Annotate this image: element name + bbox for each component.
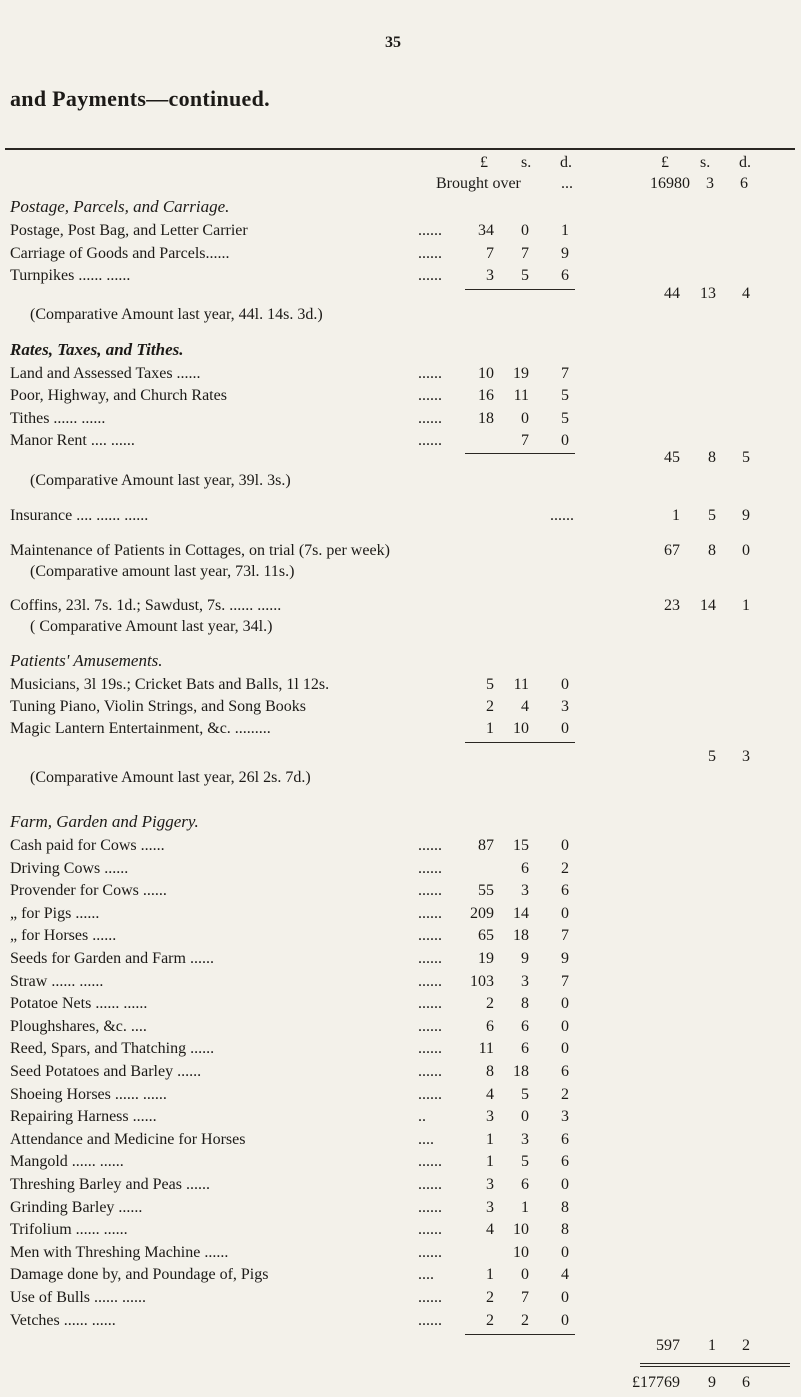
farm-item-shillings: 0 [521, 1266, 529, 1283]
rates-item-dots: ...... [418, 410, 442, 427]
maintenance-total-pence: 0 [742, 542, 750, 559]
postage-item-label: Carriage of Goods and Parcels...... [10, 245, 230, 262]
farm-item-shillings: 7 [521, 1289, 529, 1306]
farm-item-label: Shoeing Horses ...... ...... [10, 1086, 167, 1103]
farm-item-pounds: 2 [486, 995, 494, 1012]
farm-item-label: Grinding Barley ...... [10, 1199, 143, 1216]
farm-item-label: „ for Horses ...... [10, 927, 117, 944]
farm-item-label: Potatoe Nets ...... ...... [10, 995, 148, 1012]
rates-item-pounds: 10 [478, 365, 494, 382]
farm-item-pence: 6 [561, 1153, 569, 1170]
farm-item-dots: ...... [418, 995, 442, 1012]
farm-item-label: Ploughshares, &c. .... [10, 1018, 147, 1035]
postage-total-pence: 4 [742, 285, 750, 302]
farm-item-label: Trifolium ...... ...... [10, 1221, 128, 1238]
farm-item-dots: ...... [418, 1153, 442, 1170]
farm-item-shillings: 14 [513, 905, 529, 922]
rates-item-label: Manor Rent .... ...... [10, 432, 135, 449]
farm-item-shillings: 6 [521, 1176, 529, 1193]
maintenance-label: Maintenance of Patients in Cottages, on trial (7s. per week) [10, 542, 390, 559]
amusements-item-pounds: 2 [486, 698, 494, 715]
grand-total-pence: 6 [742, 1374, 750, 1391]
insurance-label: Insurance .... ...... ...... [10, 507, 149, 524]
farm-sum-rule [465, 1334, 575, 1335]
farm-item-shillings: 3 [521, 882, 529, 899]
farm-item-shillings: 1 [521, 1199, 529, 1216]
farm-item-dots: ...... [418, 1199, 442, 1216]
grand-total-rule [640, 1363, 790, 1364]
farm-item-pounds: 103 [470, 973, 494, 990]
postage-item-pounds: 7 [486, 245, 494, 262]
farm-item-pence: 0 [561, 905, 569, 922]
maintenance-total-pounds: 67 [664, 542, 680, 559]
coffins-total-pounds: 23 [664, 597, 680, 614]
farm-item-label: Men with Threshing Machine ...... [10, 1244, 229, 1261]
farm-item-dots: ...... [418, 1221, 442, 1238]
farm-item-pounds: 8 [486, 1063, 494, 1080]
farm-item-pounds: 3 [486, 1199, 494, 1216]
farm-item-label: Straw ...... ...... [10, 973, 104, 990]
farm-item-shillings: 2 [521, 1312, 529, 1329]
rates-item-shillings: 0 [521, 410, 529, 427]
farm-item-shillings: 5 [521, 1086, 529, 1103]
farm-item-shillings: 3 [521, 973, 529, 990]
farm-item-dots: ...... [418, 1312, 442, 1329]
postage-comparative: (Comparative Amount last year, 44l. 14s. 3d.) [30, 306, 323, 323]
rates-section-title: Rates, Taxes, and Tithes. [10, 340, 184, 359]
farm-item-dots: ...... [418, 860, 442, 877]
postage-total-shillings: 13 [700, 285, 716, 302]
farm-item-pence: 9 [561, 950, 569, 967]
farm-item-shillings: 18 [513, 1063, 529, 1080]
farm-item-pence: 7 [561, 927, 569, 944]
farm-item-label: Use of Bulls ...... ...... [10, 1289, 146, 1306]
farm-item-dots: ...... [418, 1086, 442, 1103]
farm-item-label: Driving Cows ...... [10, 860, 129, 877]
right-col-pounds-header: £ [661, 154, 669, 171]
farm-item-shillings: 3 [521, 1131, 529, 1148]
farm-total-shillings: 1 [708, 1337, 716, 1354]
amusements-section-title: Patients' Amusements. [10, 651, 163, 670]
rates-total-pence: 5 [742, 449, 750, 466]
rates-item-pence: 5 [561, 410, 569, 427]
postage-sum-rule [465, 289, 575, 290]
rates-comparative: (Comparative Amount last year, 39l. 3s.) [30, 472, 291, 489]
insurance-total-shillings: 5 [708, 507, 716, 524]
postage-item-pence: 1 [561, 222, 569, 239]
postage-item-shillings: 7 [521, 245, 529, 262]
farm-item-pounds: 1 [486, 1131, 494, 1148]
farm-item-pounds: 19 [478, 950, 494, 967]
left-col-shillings-header: s. [521, 154, 532, 171]
farm-item-label: Provender for Cows ...... [10, 882, 167, 899]
amusements-sum-rule [465, 742, 575, 743]
farm-item-pounds: 2 [486, 1312, 494, 1329]
rates-item-shillings: 7 [521, 432, 529, 449]
farm-item-dots: .... [418, 1131, 434, 1148]
insurance-total-pence: 9 [742, 507, 750, 524]
farm-item-pence: 0 [561, 837, 569, 854]
farm-item-dots: .... [418, 1266, 434, 1283]
brought-over-pence: 6 [740, 175, 748, 192]
farm-item-pence: 6 [561, 882, 569, 899]
farm-item-shillings: 10 [513, 1221, 529, 1238]
farm-item-pence: 4 [561, 1266, 569, 1283]
farm-item-pounds: 65 [478, 927, 494, 944]
farm-item-shillings: 15 [513, 837, 529, 854]
farm-item-dots: ...... [418, 973, 442, 990]
farm-item-label: Cash paid for Cows ...... [10, 837, 165, 854]
farm-item-pounds: 209 [470, 905, 494, 922]
rates-item-label: Tithes ...... ...... [10, 410, 106, 427]
amusements-item-pounds: 1 [486, 720, 494, 737]
farm-item-dots: ...... [418, 1289, 442, 1306]
farm-item-dots: ...... [418, 1063, 442, 1080]
amusements-item-pence: 0 [561, 720, 569, 737]
farm-item-shillings: 5 [521, 1153, 529, 1170]
farm-item-pence: 0 [561, 1289, 569, 1306]
rates-item-pounds: 18 [478, 410, 494, 427]
left-col-pounds-header: £ [480, 154, 488, 171]
postage-item-pounds: 3 [486, 267, 494, 284]
postage-total-pounds: 44 [664, 285, 680, 302]
farm-item-pence: 0 [561, 1312, 569, 1329]
rates-item-pence: 7 [561, 365, 569, 382]
brought-over-dots: ... [561, 175, 573, 192]
coffins-total-shillings: 14 [700, 597, 716, 614]
farm-item-dots: ...... [418, 1244, 442, 1261]
amusements-item-pounds: 5 [486, 676, 494, 693]
top-rule [5, 148, 795, 150]
amusements-item-pence: 3 [561, 698, 569, 715]
right-col-shillings-header: s. [700, 154, 711, 171]
farm-item-shillings: 8 [521, 995, 529, 1012]
maintenance-total-shillings: 8 [708, 542, 716, 559]
postage-item-shillings: 5 [521, 267, 529, 284]
rates-sum-rule [465, 453, 575, 454]
farm-item-dots: ...... [418, 1176, 442, 1193]
farm-item-label: Reed, Spars, and Thatching ...... [10, 1040, 215, 1057]
farm-item-pounds: 6 [486, 1018, 494, 1035]
grand-total-pounds: £17769 [632, 1374, 680, 1391]
farm-item-label: Seeds for Garden and Farm ...... [10, 950, 214, 967]
farm-item-pounds: 3 [486, 1176, 494, 1193]
farm-item-shillings: 9 [521, 950, 529, 967]
rates-item-shillings: 11 [513, 387, 529, 404]
farm-item-pounds: 4 [486, 1221, 494, 1238]
farm-item-label: Mangold ...... ...... [10, 1153, 124, 1170]
farm-item-dots: ...... [418, 882, 442, 899]
rates-total-shillings: 8 [708, 449, 716, 466]
farm-item-pence: 8 [561, 1221, 569, 1238]
farm-item-pence: 0 [561, 1176, 569, 1193]
amusements-item-shillings: 4 [521, 698, 529, 715]
page-number: 35 [385, 34, 401, 51]
farm-item-pence: 2 [561, 1086, 569, 1103]
farm-item-pounds: 1 [486, 1266, 494, 1283]
farm-item-pence: 0 [561, 1244, 569, 1261]
brought-over-shillings: 3 [706, 175, 714, 192]
farm-item-shillings: 0 [521, 1108, 529, 1125]
rates-item-label: Poor, Highway, and Church Rates [10, 387, 227, 404]
right-col-pence-header: d. [739, 154, 751, 171]
farm-item-label: Repairing Harness ...... [10, 1108, 157, 1125]
rates-item-dots: ...... [418, 365, 442, 382]
farm-item-pounds: 1 [486, 1153, 494, 1170]
postage-item-dots: ...... [418, 267, 442, 284]
rates-item-label: Land and Assessed Taxes ...... [10, 365, 201, 382]
farm-item-dots: ...... [418, 950, 442, 967]
farm-item-pence: 0 [561, 1018, 569, 1035]
left-col-pence-header: d. [560, 154, 572, 171]
postage-item-dots: ...... [418, 222, 442, 239]
farm-total-pounds: 597 [656, 1337, 680, 1354]
farm-item-label: Vetches ...... ...... [10, 1312, 116, 1329]
brought-over-label: Brought over [436, 175, 521, 192]
farm-item-shillings: 10 [513, 1244, 529, 1261]
farm-item-pounds: 3 [486, 1108, 494, 1125]
farm-item-pounds: 2 [486, 1289, 494, 1306]
amusements-item-label: Musicians, 3l 19s.; Cricket Bats and Balls, 1l 12s. [10, 676, 330, 693]
coffins-comparative: ( Comparative Amount last year, 34l.) [30, 618, 273, 635]
farm-item-pence: 6 [561, 1063, 569, 1080]
farm-item-shillings: 6 [521, 1040, 529, 1057]
farm-item-pence: 2 [561, 860, 569, 877]
farm-item-shillings: 6 [521, 860, 529, 877]
coffins-label: Coffins, 23l. 7s. 1d.; Sawdust, 7s. ...... ...... [10, 597, 282, 614]
postage-section-title: Postage, Parcels, and Carriage. [10, 197, 230, 216]
farm-item-label: „ for Pigs ...... [10, 905, 100, 922]
farm-item-pence: 3 [561, 1108, 569, 1125]
postage-item-shillings: 0 [521, 222, 529, 239]
postage-item-label: Turnpikes ...... ...... [10, 267, 131, 284]
insurance-dots: ...... [550, 507, 574, 524]
farm-item-pence: 8 [561, 1199, 569, 1216]
amusements-item-label: Tuning Piano, Violin Strings, and Song Books [10, 698, 306, 715]
postage-item-dots: ...... [418, 245, 442, 262]
grand-total-rule-2 [640, 1366, 790, 1367]
amusements-item-label: Magic Lantern Entertainment, &c. ......... [10, 720, 271, 737]
farm-item-dots: ...... [418, 1040, 442, 1057]
farm-item-label: Damage done by, and Poundage of, Pigs [10, 1266, 269, 1283]
insurance-total-pounds: 1 [672, 507, 680, 524]
amusements-item-shillings: 11 [513, 676, 529, 693]
farm-item-label: Attendance and Medicine for Horses [10, 1131, 246, 1148]
postage-item-pence: 9 [561, 245, 569, 262]
rates-total-pounds: 45 [664, 449, 680, 466]
farm-item-pence: 7 [561, 973, 569, 990]
farm-section-title: Farm, Garden and Piggery. [10, 812, 199, 831]
farm-item-pounds: 4 [486, 1086, 494, 1103]
farm-item-pounds: 11 [478, 1040, 494, 1057]
farm-item-dots: ...... [418, 927, 442, 944]
maintenance-comparative: (Comparative amount last year, 73l. 11s.) [30, 563, 295, 580]
farm-item-dots: .. [418, 1108, 426, 1125]
rates-item-pence: 5 [561, 387, 569, 404]
brought-over-pounds: 16980 [650, 175, 690, 192]
farm-item-pence: 0 [561, 1040, 569, 1057]
farm-item-shillings: 18 [513, 927, 529, 944]
rates-item-pounds: 16 [478, 387, 494, 404]
farm-item-pence: 6 [561, 1131, 569, 1148]
postage-item-label: Postage, Post Bag, and Letter Carrier [10, 222, 248, 239]
farm-item-pence: 0 [561, 995, 569, 1012]
farm-item-label: Seed Potatoes and Barley ...... [10, 1063, 202, 1080]
postage-item-pence: 6 [561, 267, 569, 284]
amusements-total-shillings: 5 [708, 748, 716, 765]
coffins-total-pence: 1 [742, 597, 750, 614]
amusements-total-pence: 3 [742, 748, 750, 765]
rates-item-pence: 0 [561, 432, 569, 449]
grand-total-shillings: 9 [708, 1374, 716, 1391]
rates-item-shillings: 19 [513, 365, 529, 382]
farm-item-dots: ...... [418, 1018, 442, 1035]
farm-item-pounds: 87 [478, 837, 494, 854]
amusements-item-pence: 0 [561, 676, 569, 693]
farm-item-shillings: 6 [521, 1018, 529, 1035]
farm-item-dots: ...... [418, 905, 442, 922]
farm-item-label: Threshing Barley and Peas ...... [10, 1176, 210, 1193]
amusements-item-shillings: 10 [513, 720, 529, 737]
farm-item-pounds: 55 [478, 882, 494, 899]
page-heading: and Payments—continued. [10, 86, 270, 111]
farm-total-pence: 2 [742, 1337, 750, 1354]
postage-item-pounds: 34 [478, 222, 494, 239]
rates-item-dots: ...... [418, 432, 442, 449]
farm-item-dots: ...... [418, 837, 442, 854]
rates-item-dots: ...... [418, 387, 442, 404]
amusements-comparative: (Comparative Amount last year, 26l 2s. 7d.) [30, 769, 311, 786]
